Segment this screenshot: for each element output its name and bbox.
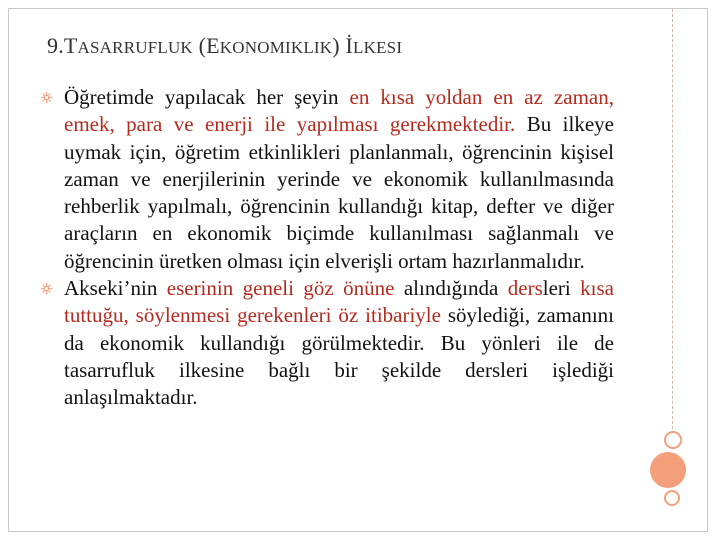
bullet-item-1 <box>38 84 614 275</box>
bullet-text-part: leri <box>542 276 581 301</box>
bullet-text-highlight: en kısa yoldan en az zaman, emek, para ve enerji ile yapılması gerekmektedir. <box>64 85 614 137</box>
title-open-paren: ( <box>198 33 207 58</box>
bullet-text-part: söylediği, zamanını da ekonomik kullandığı görülmektedir. Bu yönleri ile de tasarrufluk ilkesine bağlı bir şekilde dersleri işlediği anlaşılmaktadır. <box>64 303 615 410</box>
decorative-filled-circle <box>650 452 686 488</box>
title-word-1-rest: ASARRUFLUK <box>77 38 193 57</box>
bullet-text-highlight: ders <box>507 276 543 301</box>
bullet-text-highlight: kısa tuttuğu, söylenmesi gerekenleri öz itibariyle <box>64 276 614 328</box>
title-word-3-initial: İ <box>345 33 354 58</box>
sun-icon <box>41 283 52 294</box>
decorative-ring-small-top <box>664 431 682 449</box>
bullet-text-highlight: eserinin geneli göz önüne <box>166 276 395 301</box>
bullet-list <box>38 84 614 412</box>
bullet-text <box>64 275 614 411</box>
bullet-text-part: Bu ilkeye uymak için, öğretim etkinlikleri planlanmalı, öğrencinin kişisel zaman ve enerjilerinin yerinde ve ekonomik kullanılmasında rehberlik yapılmalı, öğrencinin kullandığı kitap, defter ve diğer araçların en ekonomik biçimde kullanılması sağlanmalı ve öğrencinin üretken olması için elverişli ortam hazırlanmalıdır. <box>64 112 614 273</box>
title-word-1-initial: T <box>63 33 78 58</box>
bullet-text-part: Öğretimde yapılacak her şeyin <box>64 85 350 109</box>
sun-icon <box>41 92 52 103</box>
bullet-text-part: Akseki’nin <box>64 276 167 301</box>
title-word-2-initial: E <box>206 33 220 58</box>
bullet-text <box>64 84 614 275</box>
title-number: 9. <box>47 33 64 58</box>
decorative-vertical-line <box>672 9 673 429</box>
title-word-2-rest: KONOMIKLIK <box>219 38 333 57</box>
slide-title <box>47 33 402 59</box>
title-word-3-rest: LKESI <box>353 38 403 57</box>
bullet-item-2 <box>38 275 614 411</box>
title-close-paren: ) <box>332 33 340 58</box>
decorative-ring-small-bottom <box>664 490 680 506</box>
bullet-text-part: alındığında <box>394 276 508 301</box>
